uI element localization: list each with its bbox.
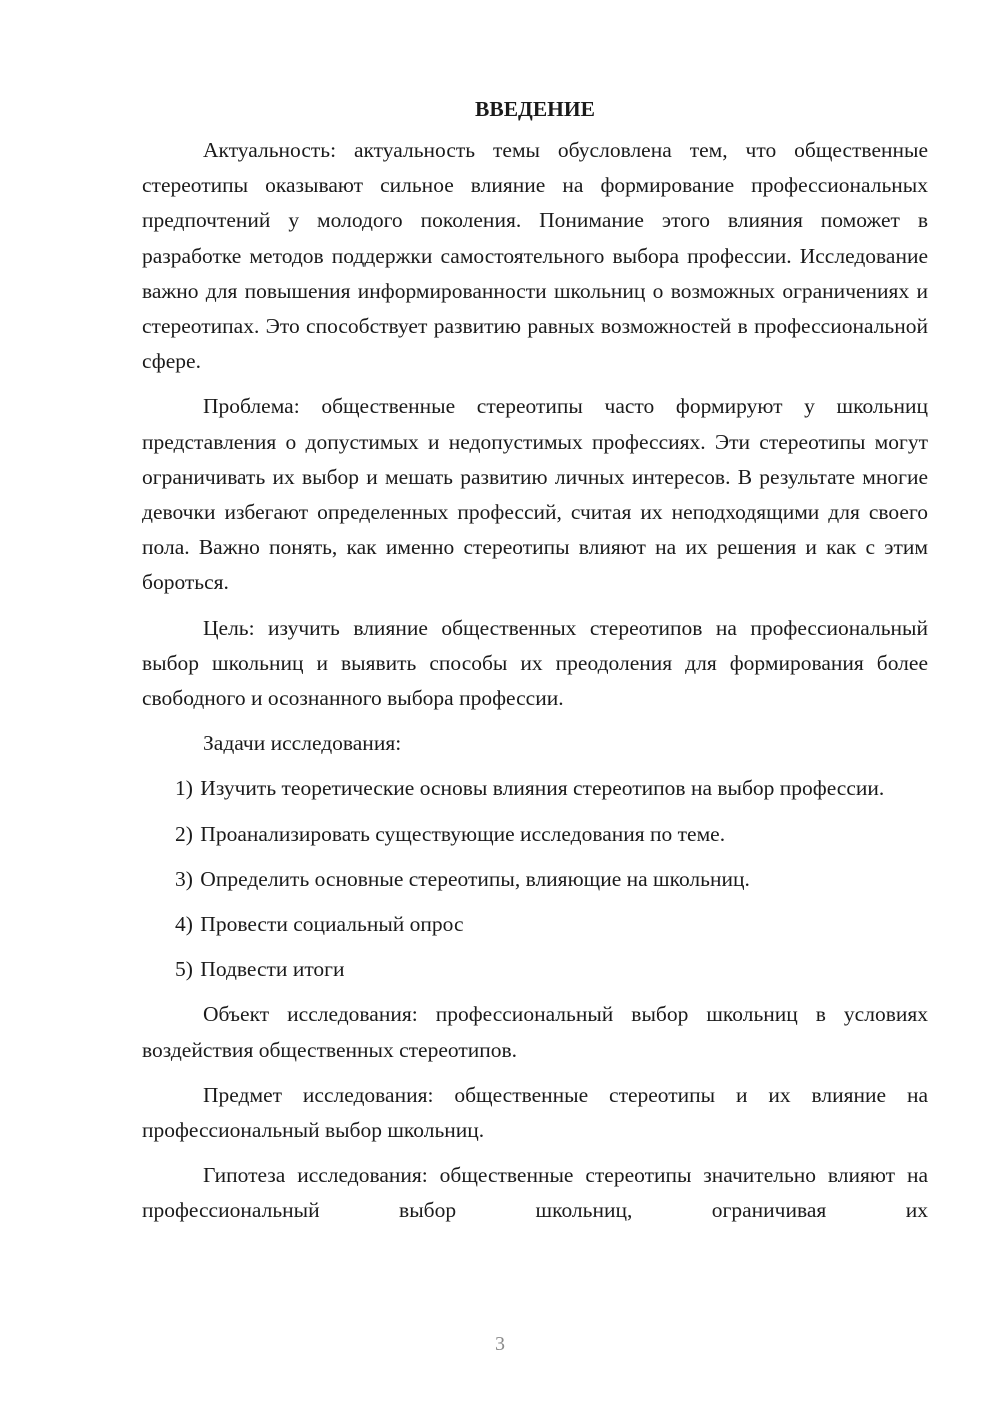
- problem-paragraph: Проблема: общественные стереотипы часто формируют у школьниц представления о допустимых и недопустимых профессиях. Эти стереотипы могут ограничивать их выбор и мешать развитию личных интересов. В результате многие девочки избегают определенных профессий, считая их неподходящими для своего пола. Важно понять, как именно стереотипы влияют на их решения и как с этим бороться.: [142, 394, 928, 595]
- task-number: 1): [175, 776, 193, 801]
- document-page: [142, 90, 928, 1239]
- hypothesis-paragraph: Гипотеза исследования: общественные стереотипы значительно влияют на профессиональный выбор школьниц, ограничивая их: [142, 1163, 928, 1223]
- goal-paragraph: Цель: изучить влияние общественных стереотипов на профессиональный выбор школьниц и выявить способы их преодоления для формирования более свободного и осознанного выбора профессии.: [142, 615, 928, 711]
- task-text: Проанализировать существующие исследования по теме.: [200, 821, 726, 846]
- task-text: Определить основные стереотипы, влияющие на школьниц.: [200, 866, 750, 891]
- page-number: 3: [495, 1333, 505, 1355]
- tasks-title: Задачи исследования:: [203, 731, 402, 756]
- list-item: [142, 862, 928, 897]
- task-number: 3): [175, 866, 193, 891]
- relevance-paragraph: Актуальность: актуальность темы обусловлена тем, что общественные стереотипы оказывают сильное влияние на формирование профессиональных предпочтений у молодого поколения. Понимание этого влияния поможет в разработке методов поддержки самостоятельного выбора профессии. Исследование важно для повышения информированности школьниц о возможных ограничениях и стереотипах. Это способствует развитию равных возможностей в профессиональной сфере.: [142, 138, 928, 374]
- task-text: Подвести итоги: [200, 957, 345, 982]
- tasks-list: [142, 771, 928, 987]
- task-number: 4): [175, 912, 193, 937]
- task-text: Изучить теоретические основы влияния стереотипов на выбор профессии.: [200, 776, 885, 801]
- task-number: 5): [175, 957, 193, 982]
- section-heading: ВВЕДЕНИЕ: [475, 97, 595, 121]
- object-paragraph: Объект исследования: профессиональный выбор школьниц в условиях воздействия общественных стереотипов.: [142, 1002, 928, 1062]
- list-item: [142, 817, 928, 852]
- task-number: 2): [175, 821, 193, 846]
- list-item: [142, 952, 928, 987]
- list-item: [142, 907, 928, 942]
- task-text: Провести социальный опрос: [200, 912, 464, 937]
- subject-paragraph: Предмет исследования: общественные стереотипы и их влияние на профессиональный выбор школьниц.: [142, 1082, 928, 1143]
- list-item: [142, 771, 928, 806]
